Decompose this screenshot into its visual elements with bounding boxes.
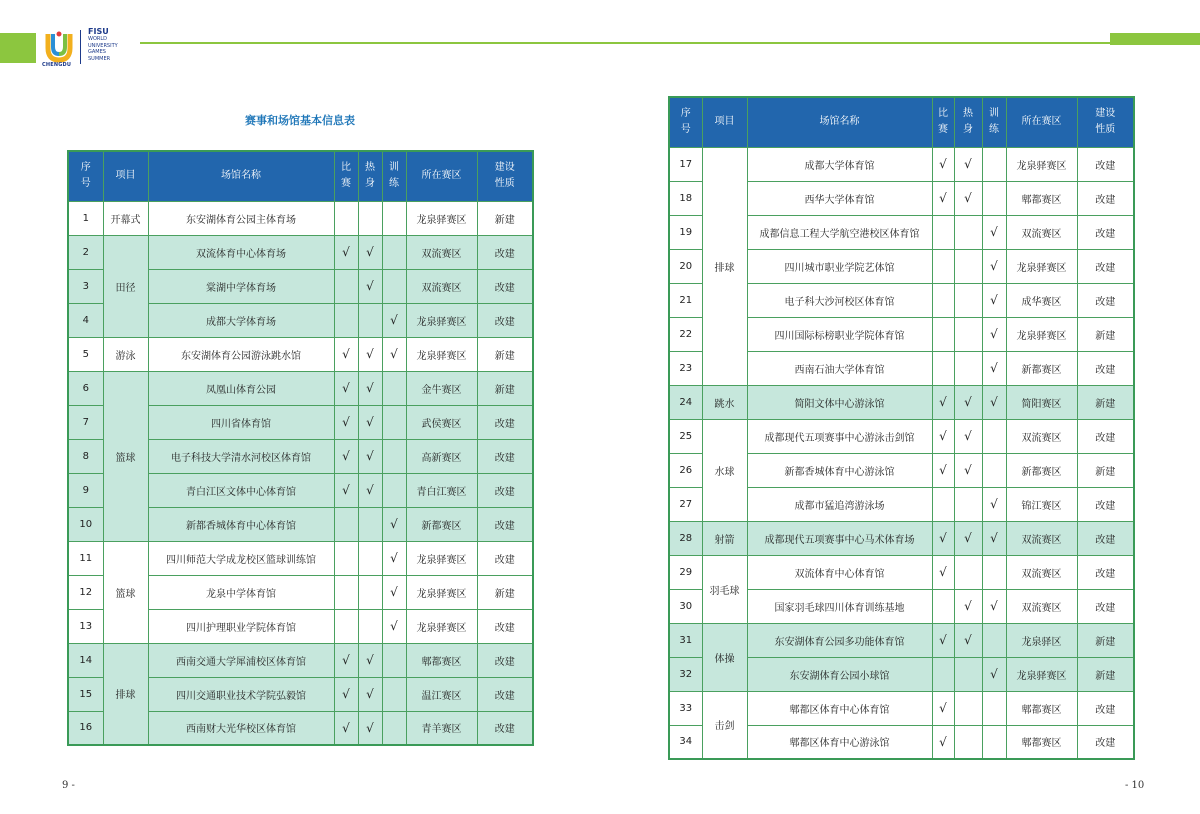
warmup-check	[954, 657, 982, 691]
row-number: 26	[669, 453, 702, 487]
build-type: 新建	[1077, 453, 1134, 487]
logo-city-text: CHENGDU	[42, 62, 72, 68]
row-number: 2	[68, 235, 103, 269]
zone: 双流赛区	[1006, 589, 1077, 623]
row-number: 5	[68, 337, 103, 371]
row-number: 33	[669, 691, 702, 725]
sport-cell: 体操	[702, 623, 747, 691]
build-type: 改建	[1077, 249, 1134, 283]
zone: 成华赛区	[1006, 283, 1077, 317]
venue-name: 西南石油大学体育馆	[747, 351, 932, 385]
venue-name: 成都现代五项赛事中心游泳击剑馆	[747, 419, 932, 453]
zone: 郫都赛区	[1006, 691, 1077, 725]
build-type: 改建	[477, 711, 533, 745]
venue-name: 郫都区体育中心游泳馆	[747, 725, 932, 759]
warmup-check	[954, 487, 982, 521]
row-number: 18	[669, 181, 702, 215]
row-number: 11	[68, 541, 103, 575]
train-check: √	[982, 589, 1006, 623]
warmup-check: √	[954, 453, 982, 487]
build-type: 改建	[1077, 181, 1134, 215]
warmup-check: √	[358, 473, 382, 507]
venue-name: 西南交通大学犀浦校区体育馆	[148, 643, 334, 677]
warmup-check	[954, 249, 982, 283]
warmup-check: √	[358, 337, 382, 371]
zone: 龙泉驿赛区	[406, 303, 477, 337]
warmup-check: √	[954, 623, 982, 657]
compete-check: √	[932, 521, 954, 555]
sport-cell: 跳水	[702, 385, 747, 419]
row-number: 28	[669, 521, 702, 555]
compete-check: √	[932, 623, 954, 657]
compete-check	[334, 269, 358, 303]
row-number: 20	[669, 249, 702, 283]
warmup-check	[358, 303, 382, 337]
build-type: 改建	[1077, 147, 1134, 181]
compete-check: √	[334, 439, 358, 473]
row-number: 31	[669, 623, 702, 657]
compete-check: √	[334, 405, 358, 439]
zone: 龙泉驿赛区	[406, 337, 477, 371]
train-check: √	[982, 521, 1006, 555]
build-type: 改建	[1077, 691, 1134, 725]
row-number: 21	[669, 283, 702, 317]
compete-check: √	[334, 643, 358, 677]
compete-check: √	[334, 337, 358, 371]
build-type: 改建	[1077, 589, 1134, 623]
warmup-check: √	[954, 521, 982, 555]
warmup-check	[358, 507, 382, 541]
zone: 金牛赛区	[406, 371, 477, 405]
zone: 新都赛区	[1006, 453, 1077, 487]
warmup-check	[954, 317, 982, 351]
row-number: 16	[68, 711, 103, 745]
header-warmup: 热 身	[358, 151, 382, 201]
build-type: 新建	[477, 337, 533, 371]
zone: 锦江赛区	[1006, 487, 1077, 521]
warmup-check: √	[954, 147, 982, 181]
build-type: 改建	[477, 643, 533, 677]
header-rule	[140, 42, 1110, 44]
zone: 郫都赛区	[1006, 181, 1077, 215]
header-no: 序 号	[68, 151, 103, 201]
compete-check: √	[334, 235, 358, 269]
build-type: 改建	[1077, 555, 1134, 589]
venue-name: 成都现代五项赛事中心马术体育场	[747, 521, 932, 555]
warmup-check: √	[358, 439, 382, 473]
header-zone: 所在赛区	[406, 151, 477, 201]
train-check: √	[982, 657, 1006, 691]
row-number: 1	[68, 201, 103, 235]
zone: 青白江赛区	[406, 473, 477, 507]
sport-cell: 篮球	[103, 541, 148, 643]
sport-cell: 篮球	[103, 371, 148, 541]
build-type: 改建	[477, 405, 533, 439]
train-check	[982, 453, 1006, 487]
row-number: 25	[669, 419, 702, 453]
header-venue: 场馆名称	[747, 97, 932, 147]
venue-name: 棠湖中学体育场	[148, 269, 334, 303]
row-number: 24	[669, 385, 702, 419]
sport-cell: 羽毛球	[702, 555, 747, 623]
train-check	[382, 473, 406, 507]
build-type: 改建	[477, 235, 533, 269]
build-type: 改建	[1077, 283, 1134, 317]
build-type: 改建	[477, 269, 533, 303]
train-check: √	[982, 351, 1006, 385]
train-check: √	[382, 609, 406, 643]
build-type: 改建	[477, 677, 533, 711]
train-check: √	[382, 303, 406, 337]
table-row	[68, 371, 533, 405]
row-number: 14	[68, 643, 103, 677]
compete-check	[932, 589, 954, 623]
compete-check: √	[932, 453, 954, 487]
warmup-check	[954, 283, 982, 317]
build-type: 改建	[1077, 419, 1134, 453]
compete-check	[334, 303, 358, 337]
table-row	[669, 623, 1134, 657]
venue-name: 新都香城体育中心体育馆	[148, 507, 334, 541]
table-row	[68, 201, 533, 235]
compete-check	[334, 609, 358, 643]
header-warmup: 热 身	[954, 97, 982, 147]
zone: 龙泉驿赛区	[1006, 657, 1077, 691]
page-number-left: 9 -	[62, 780, 75, 791]
venue-name: 四川护理职业学院体育馆	[148, 609, 334, 643]
build-type: 改建	[1077, 487, 1134, 521]
header-train: 训 练	[382, 151, 406, 201]
warmup-check: √	[954, 385, 982, 419]
compete-check: √	[932, 691, 954, 725]
train-check: √	[982, 249, 1006, 283]
row-number: 13	[68, 609, 103, 643]
train-check: √	[382, 507, 406, 541]
compete-check	[932, 657, 954, 691]
header-train: 训 练	[982, 97, 1006, 147]
warmup-check: √	[358, 711, 382, 745]
compete-check: √	[334, 711, 358, 745]
train-check	[382, 235, 406, 269]
header-build: 建设 性质	[477, 151, 533, 201]
zone: 双流赛区	[406, 269, 477, 303]
zone: 龙泉驿赛区	[406, 541, 477, 575]
compete-check	[932, 317, 954, 351]
build-type: 新建	[477, 371, 533, 405]
venue-name: 四川交通职业技术学院弘毅馆	[148, 677, 334, 711]
row-number: 27	[669, 487, 702, 521]
warmup-check: √	[358, 405, 382, 439]
logo-divider	[80, 30, 81, 64]
compete-check: √	[932, 147, 954, 181]
build-type: 改建	[477, 541, 533, 575]
build-type: 新建	[1077, 657, 1134, 691]
venue-name: 四川省体育馆	[148, 405, 334, 439]
warmup-check	[954, 215, 982, 249]
train-check	[982, 181, 1006, 215]
page-title: 赛事和场馆基本信息表	[245, 114, 355, 127]
build-type: 新建	[1077, 385, 1134, 419]
table-row	[68, 541, 533, 575]
table-row	[669, 385, 1134, 419]
train-check: √	[382, 541, 406, 575]
train-check: √	[982, 283, 1006, 317]
compete-check	[334, 575, 358, 609]
venue-name: 东安湖体育公园主体育场	[148, 201, 334, 235]
header-sport: 项目	[702, 97, 747, 147]
warmup-check: √	[358, 643, 382, 677]
warmup-check	[954, 691, 982, 725]
warmup-check: √	[358, 371, 382, 405]
sport-cell: 射箭	[702, 521, 747, 555]
table-row	[669, 419, 1134, 453]
build-type: 改建	[477, 439, 533, 473]
compete-check	[932, 249, 954, 283]
sport-cell: 水球	[702, 419, 747, 521]
zone: 温江赛区	[406, 677, 477, 711]
compete-check	[932, 351, 954, 385]
table-header-row	[68, 151, 533, 201]
row-number: 22	[669, 317, 702, 351]
zone: 龙泉驿赛区	[406, 575, 477, 609]
venue-name: 国家羽毛球四川体育训练基地	[747, 589, 932, 623]
header-accent-left	[0, 33, 36, 63]
venue-name: 西南财大光华校区体育馆	[148, 711, 334, 745]
train-check	[382, 677, 406, 711]
sport-cell: 排球	[103, 643, 148, 745]
build-type: 改建	[477, 609, 533, 643]
table-row	[669, 555, 1134, 589]
build-type: 新建	[477, 575, 533, 609]
warmup-check: √	[954, 181, 982, 215]
venue-name: 西华大学体育馆	[747, 181, 932, 215]
train-check	[982, 691, 1006, 725]
header-sport: 项目	[103, 151, 148, 201]
compete-check: √	[932, 419, 954, 453]
zone: 双流赛区	[1006, 215, 1077, 249]
page-number-right: - 10	[1125, 780, 1145, 791]
table-row	[68, 337, 533, 371]
build-type: 改建	[1077, 521, 1134, 555]
sport-cell: 排球	[702, 147, 747, 385]
build-type: 改建	[1077, 725, 1134, 759]
header-compete: 比 赛	[334, 151, 358, 201]
zone: 郫都赛区	[406, 643, 477, 677]
compete-check: √	[334, 677, 358, 711]
table-header-row	[669, 97, 1134, 147]
zone: 双流赛区	[406, 235, 477, 269]
zone: 双流赛区	[1006, 555, 1077, 589]
zone: 龙泉驿赛区	[1006, 317, 1077, 351]
compete-check: √	[334, 371, 358, 405]
zone: 双流赛区	[1006, 419, 1077, 453]
zone: 新都赛区	[1006, 351, 1077, 385]
venue-name: 四川城市职业学院艺体馆	[747, 249, 932, 283]
train-check: √	[982, 487, 1006, 521]
build-type: 改建	[477, 303, 533, 337]
venue-name: 四川国际标榜职业学院体育馆	[747, 317, 932, 351]
row-number: 23	[669, 351, 702, 385]
zone: 龙泉驿赛区	[1006, 249, 1077, 283]
zone: 郫都赛区	[1006, 725, 1077, 759]
row-number: 8	[68, 439, 103, 473]
row-number: 17	[669, 147, 702, 181]
row-number: 10	[68, 507, 103, 541]
zone: 龙泉驿赛区	[406, 201, 477, 235]
compete-check	[334, 507, 358, 541]
zone: 双流赛区	[1006, 521, 1077, 555]
compete-check: √	[334, 473, 358, 507]
warmup-check	[954, 351, 982, 385]
train-check	[382, 201, 406, 235]
row-number: 30	[669, 589, 702, 623]
table-row	[68, 235, 533, 269]
table-row	[669, 691, 1134, 725]
header-zone: 所在赛区	[1006, 97, 1077, 147]
compete-check	[932, 283, 954, 317]
row-number: 9	[68, 473, 103, 507]
build-type: 改建	[1077, 215, 1134, 249]
build-type: 新建	[477, 201, 533, 235]
table-row	[669, 521, 1134, 555]
train-check	[982, 147, 1006, 181]
warmup-check	[358, 575, 382, 609]
zone: 武侯赛区	[406, 405, 477, 439]
venue-name: 四川师范大学成龙校区篮球训练馆	[148, 541, 334, 575]
warmup-check: √	[358, 269, 382, 303]
zone: 龙泉驿区	[1006, 623, 1077, 657]
train-check	[382, 711, 406, 745]
venue-name: 双流体育中心体育场	[148, 235, 334, 269]
compete-check: √	[932, 385, 954, 419]
compete-check: √	[932, 555, 954, 589]
build-type: 新建	[1077, 623, 1134, 657]
venue-name: 成都大学体育场	[148, 303, 334, 337]
venue-name: 成都大学体育馆	[747, 147, 932, 181]
sport-cell: 开幕式	[103, 201, 148, 235]
venue-table-left	[67, 150, 534, 746]
build-type: 新建	[1077, 317, 1134, 351]
logo-fisu-text: FISU WORLD UNIVERSITY GAMES SUMMER	[88, 27, 118, 62]
train-check	[982, 725, 1006, 759]
warmup-check	[358, 541, 382, 575]
venue-name: 郫都区体育中心体育馆	[747, 691, 932, 725]
warmup-check: √	[358, 235, 382, 269]
train-check	[382, 269, 406, 303]
header-build: 建设 性质	[1077, 97, 1134, 147]
row-number: 32	[669, 657, 702, 691]
warmup-check	[954, 555, 982, 589]
warmup-check: √	[954, 589, 982, 623]
train-check	[382, 371, 406, 405]
zone: 青羊赛区	[406, 711, 477, 745]
train-check: √	[382, 575, 406, 609]
header-accent-right	[1110, 33, 1200, 45]
header-no: 序 号	[669, 97, 702, 147]
build-type: 改建	[477, 507, 533, 541]
venue-name: 电子科大沙河校区体育馆	[747, 283, 932, 317]
warmup-check	[358, 201, 382, 235]
row-number: 7	[68, 405, 103, 439]
row-number: 19	[669, 215, 702, 249]
compete-check: √	[932, 181, 954, 215]
warmup-check	[954, 725, 982, 759]
compete-check: √	[932, 725, 954, 759]
table-row	[68, 643, 533, 677]
venue-name: 东安湖体育公园小球馆	[747, 657, 932, 691]
zone: 高新赛区	[406, 439, 477, 473]
venue-name: 凤凰山体育公园	[148, 371, 334, 405]
zone: 简阳赛区	[1006, 385, 1077, 419]
train-check: √	[982, 317, 1006, 351]
train-check	[982, 623, 1006, 657]
build-type: 改建	[477, 473, 533, 507]
train-check: √	[982, 385, 1006, 419]
zone: 龙泉驿赛区	[1006, 147, 1077, 181]
warmup-check: √	[954, 419, 982, 453]
venue-name: 东安湖体育公园游泳跳水馆	[148, 337, 334, 371]
venue-table-right	[668, 96, 1135, 760]
venue-name: 双流体育中心体育馆	[747, 555, 932, 589]
venue-name: 电子科技大学清水河校区体育馆	[148, 439, 334, 473]
sport-cell: 游泳	[103, 337, 148, 371]
row-number: 34	[669, 725, 702, 759]
warmup-check	[358, 609, 382, 643]
train-check	[382, 405, 406, 439]
row-number: 12	[68, 575, 103, 609]
train-check	[382, 439, 406, 473]
header-compete: 比 赛	[932, 97, 954, 147]
zone: 新都赛区	[406, 507, 477, 541]
warmup-check: √	[358, 677, 382, 711]
compete-check	[932, 215, 954, 249]
row-number: 4	[68, 303, 103, 337]
row-number: 3	[68, 269, 103, 303]
sport-cell: 田径	[103, 235, 148, 337]
train-check: √	[982, 215, 1006, 249]
compete-check	[334, 541, 358, 575]
table-row	[669, 147, 1134, 181]
compete-check	[334, 201, 358, 235]
venue-name: 成都市猛追湾游泳场	[747, 487, 932, 521]
row-number: 6	[68, 371, 103, 405]
compete-check	[932, 487, 954, 521]
row-number: 29	[669, 555, 702, 589]
train-check: √	[382, 337, 406, 371]
venue-name: 东安湖体育公园多功能体育馆	[747, 623, 932, 657]
train-check	[982, 419, 1006, 453]
sport-cell: 击剑	[702, 691, 747, 759]
train-check	[382, 643, 406, 677]
row-number: 15	[68, 677, 103, 711]
header-venue: 场馆名称	[148, 151, 334, 201]
venue-name: 简阳文体中心游泳馆	[747, 385, 932, 419]
venue-name: 成都信息工程大学航空港校区体育馆	[747, 215, 932, 249]
zone: 龙泉驿赛区	[406, 609, 477, 643]
venue-name: 新都香城体育中心游泳馆	[747, 453, 932, 487]
venue-name: 青白江区文体中心体育馆	[148, 473, 334, 507]
build-type: 改建	[1077, 351, 1134, 385]
train-check	[982, 555, 1006, 589]
venue-name: 龙泉中学体育馆	[148, 575, 334, 609]
